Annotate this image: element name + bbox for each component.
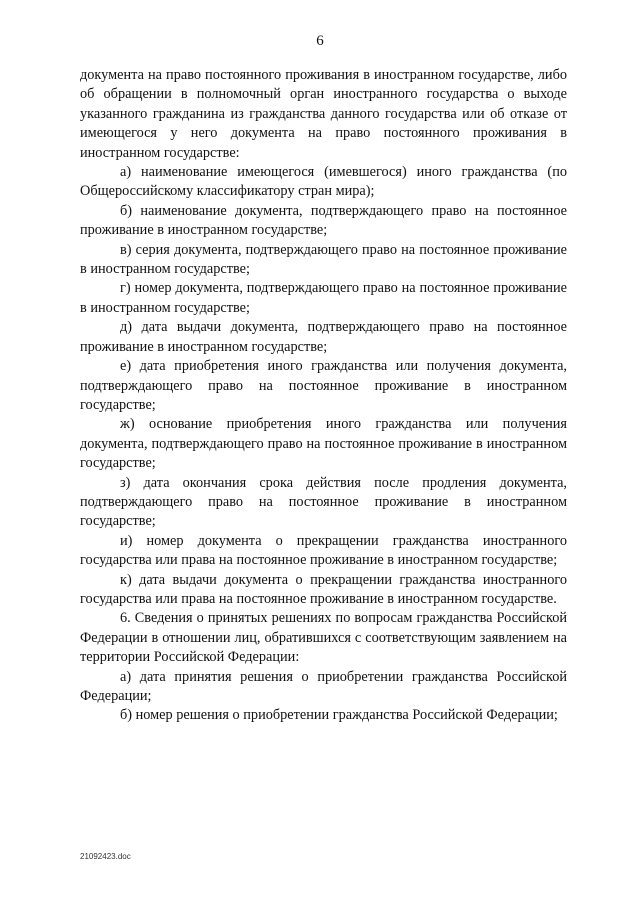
paragraph-section-6: 6. Сведения о принятых решениях по вопросам гражданства Российской Федерации в отношении лиц, обратившихся с соответствующим заявлением на территории Российской Федерации: bbox=[80, 610, 567, 666]
paragraph-item-k: к) дата выдачи документа о прекращении гражданства иностранного государства или права на постоянное проживание в иностранном государстве. bbox=[80, 571, 567, 607]
document-body bbox=[80, 66, 567, 726]
paragraph-item-v: в) серия документа, подтверждающего право на постоянное проживание в иностранном государстве; bbox=[80, 241, 567, 278]
paragraph-item-i: и) номер документа о прекращении гражданства иностранного государства или права на постоянное проживание в иностранном государстве; bbox=[80, 532, 567, 569]
paragraph-item-b: б) наименование документа, подтверждающего право на постоянное проживание в иностранном государстве; bbox=[80, 202, 567, 239]
paragraph-item-z: з) дата окончания срока действия после продления документа, подтверждающего право на постоянное проживание в иностранном государстве; bbox=[80, 474, 567, 530]
paragraph-item-zh: ж) основание приобретения иного гражданства или получения документа, подтверждающего право на постоянное проживание в иностранном государстве; bbox=[80, 416, 567, 472]
paragraph-intro: документа на право постоянного проживания в иностранном государстве, либо об обращении в полномочный орган иностранного государства о выходе указанного гражданина из гражданства данного государства или об отказе от имеющегося у него документа на право постоянного проживания в иностранном государстве: bbox=[80, 67, 567, 161]
paragraph-item-e: е) дата приобретения иного гражданства или получения документа, подтверждающего право на постоянное проживание в иностранном государстве; bbox=[80, 358, 567, 413]
paragraph-item-d: д) дата выдачи документа, подтверждающего право на постоянное проживание в иностранном государстве; bbox=[80, 319, 567, 355]
page-number: 6 bbox=[316, 33, 324, 49]
paragraph-section-6-item-a: а) дата принятия решения о приобретении гражданства Российской Федерации; bbox=[80, 668, 567, 704]
paragraph-section-6-item-b: б) номер решения о приобретении гражданства Российской Федерации; bbox=[120, 707, 558, 724]
paragraph-item-g: г) номер документа, подтверждающего право на постоянное проживание в иностранном государстве; bbox=[80, 280, 567, 316]
footer-doc-code: 21092423.doc bbox=[80, 852, 131, 861]
paragraph-item-a: а) наименование имеющегося (имевшегося) иного гражданства (по Общероссийскому классификатору стран мира); bbox=[80, 164, 567, 200]
